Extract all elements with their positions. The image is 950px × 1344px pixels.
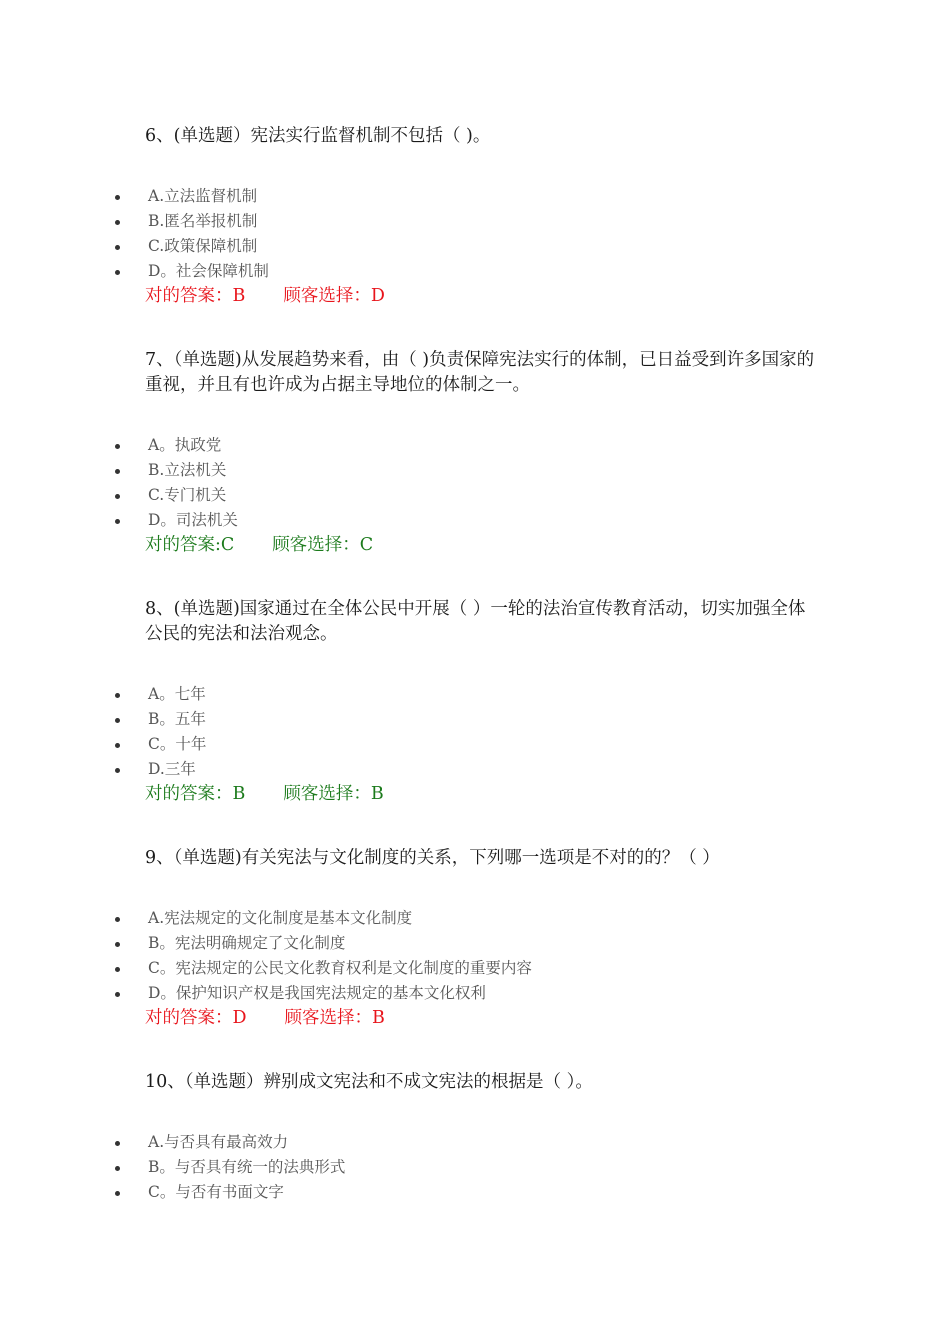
bullet-icon (115, 195, 120, 200)
option-c: C。宪法规定的公民文化教育权利是文化制度的重要内容 (115, 956, 532, 981)
option-list (115, 906, 532, 1006)
bullet-icon (115, 270, 120, 275)
question-title: 6、(单选题）宪法实行监督机制不包括（ )。 (145, 126, 491, 146)
option-c: C.专门机关 (115, 483, 238, 508)
option-list (115, 184, 269, 284)
option-b: B。五年 (115, 707, 206, 732)
question-title: 8、(单选题)国家通过在全体公民中开展（ ）一轮的法治宣传教育活动，切实加强全体公民的宪法和法治观念。 (145, 599, 806, 644)
bullet-icon (115, 245, 120, 250)
answer-line (145, 284, 385, 309)
bullet-icon (115, 942, 120, 947)
bullet-icon (115, 743, 120, 748)
option-d: D。社会保障机制 (115, 259, 269, 284)
bullet-icon (115, 469, 120, 474)
correct-answer: 对的答案:C (145, 535, 235, 555)
question-8 (145, 597, 815, 804)
answer-line (145, 1006, 385, 1031)
question-title: 7、（单选题)从发展趋势来看，由（ )负责保障宪法实行的体制，已日益受到许多国家的重视，并且有也许成为占据主导地位的体制之一。 (145, 350, 815, 395)
option-c: C。与否有书面文字 (115, 1180, 345, 1205)
option-b: B.匿名举报机制 (115, 209, 269, 234)
question-title: 9、（单选题)有关宪法与文化制度的关系，下列哪一选项是不对的的？（ ） (145, 848, 720, 868)
bullet-icon (115, 444, 120, 449)
bullet-icon (115, 220, 120, 225)
question-10 (145, 1070, 815, 1201)
option-a: A.宪法规定的文化制度是基本文化制度 (115, 906, 532, 931)
bullet-icon (115, 693, 120, 698)
bullet-icon (115, 718, 120, 723)
option-c: C。十年 (115, 732, 206, 757)
bullet-icon (115, 992, 120, 997)
customer-choice: 顾客选择：B (283, 784, 384, 804)
bullet-icon (115, 917, 120, 922)
option-list (115, 433, 238, 533)
option-b: B。宪法明确规定了文化制度 (115, 931, 532, 956)
option-a: A。七年 (115, 682, 206, 707)
option-a: A.与否具有最高效力 (115, 1130, 345, 1155)
option-d: D。保护知识产权是我国宪法规定的基本文化权利 (115, 981, 532, 1006)
customer-choice: 顾客选择：D (283, 286, 385, 306)
answer-line (145, 533, 373, 558)
option-list (115, 682, 206, 782)
option-a: A。执政党 (115, 433, 238, 458)
option-d: D。司法机关 (115, 508, 238, 533)
option-b: B。与否具有统一的法典形式 (115, 1155, 345, 1180)
question-title: 10、（单选题）辨别成文宪法和不成文宪法的根据是（ ）。 (145, 1072, 593, 1092)
option-b: B.立法机关 (115, 458, 238, 483)
option-d: D.三年 (115, 757, 206, 782)
correct-answer: 对的答案：D (145, 1008, 247, 1028)
question-9 (145, 846, 815, 1028)
bullet-icon (115, 1191, 120, 1196)
customer-choice: 顾客选择：B (284, 1008, 385, 1028)
answer-line (145, 782, 384, 807)
option-a: A.立法监督机制 (115, 184, 269, 209)
customer-choice: 顾客选择：C (272, 535, 374, 555)
correct-answer: 对的答案：B (145, 286, 246, 306)
bullet-icon (115, 494, 120, 499)
correct-answer: 对的答案：B (145, 784, 246, 804)
bullet-icon (115, 1166, 120, 1171)
question-7 (145, 348, 815, 555)
option-list (115, 1130, 345, 1205)
question-6 (145, 124, 815, 306)
bullet-icon (115, 1141, 120, 1146)
bullet-icon (115, 768, 120, 773)
bullet-icon (115, 967, 120, 972)
option-c: C.政策保障机制 (115, 234, 269, 259)
bullet-icon (115, 519, 120, 524)
